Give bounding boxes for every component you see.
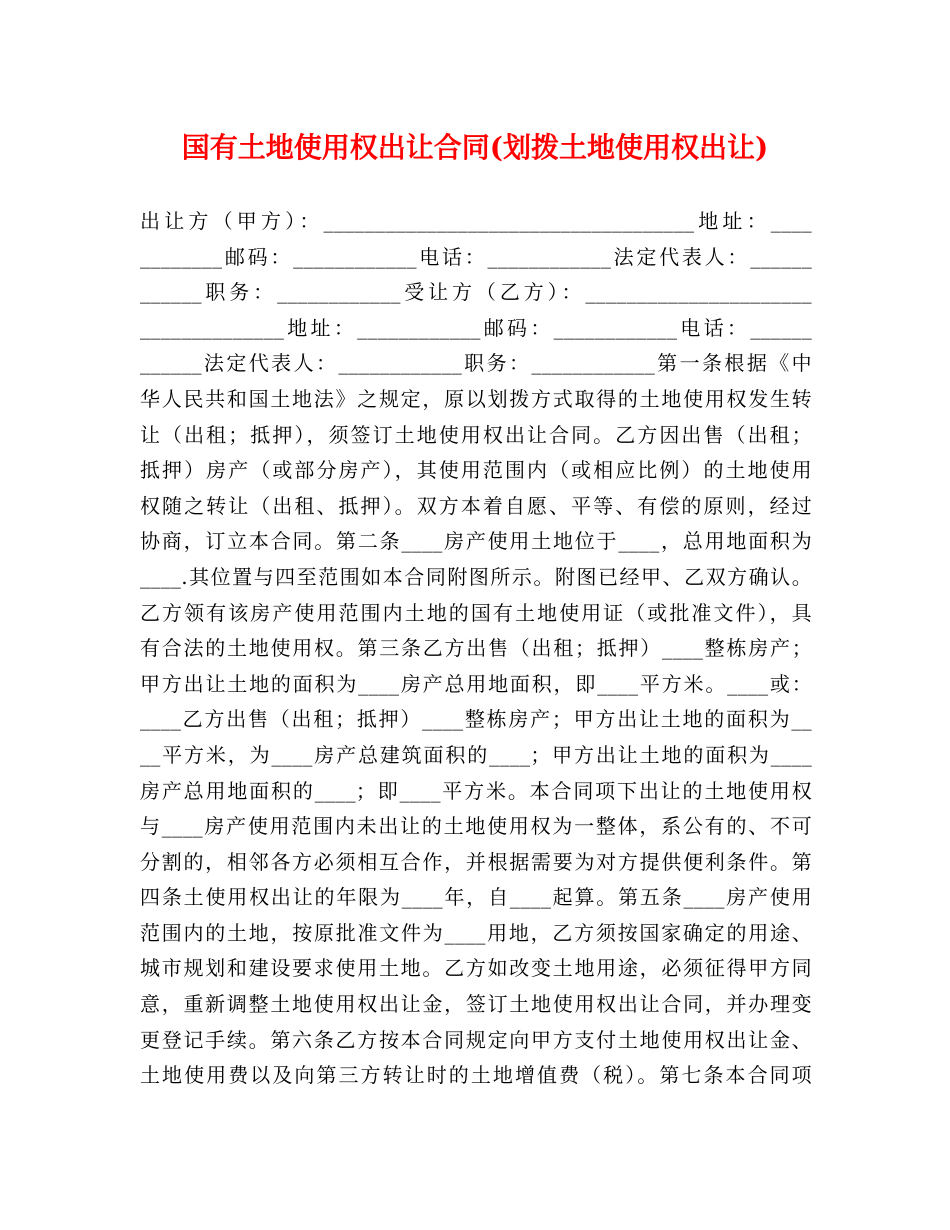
body-line: ____乙方出售（出租；抵押）____整栋房产；甲方出让土地的面积为__ [140, 707, 812, 732]
body-line: 让（出租；抵押），须签订土地使用权出让合同。乙方因出售（出租； [140, 422, 812, 447]
body-line: 甲方出让土地的面积为____房产总用地面积，即____平方米。____或： [140, 671, 812, 696]
body-line: 城市规划和建设要求使用土地。乙方如改变土地用途，必须征得甲方同 [140, 956, 812, 981]
body-line: 四条土使用权出让的年限为____年，自____起算。第五条____房产使用 [140, 885, 812, 910]
body-line: 出让方（甲方）：____________________________________地址：____ [140, 209, 812, 233]
body-line: 权随之转让（出租、抵押）。双方本着自愿、平等、有偿的原则，经过 [140, 493, 812, 518]
body-line: ______法定代表人：____________职务：____________第一条根据《中 [140, 351, 812, 376]
body-line: __平方米，为____房产总建筑面积的____；甲方出让土地的面积为____ [140, 742, 812, 767]
body-line: 更登记手续。第六条乙方按本合同规定向甲方支付土地使用权出让金、 [140, 1027, 812, 1052]
body-line: 抵押）房产（或部分房产），其使用范围内（或相应比例）的土地使用 [140, 458, 812, 483]
body-line: ____.其位置与四至范围如本合同附图所示。附图已经甲、乙双方确认。 [140, 564, 812, 589]
body-line: 与____房产使用范围内未出让的土地使用权为一整体，系公有的、不可 [140, 814, 812, 839]
document-body [140, 204, 812, 1094]
body-line: 房产总用地面积的____；即____平方米。本合同项下出让的土地使用权 [140, 778, 812, 803]
body-line: ________邮码：____________电话：____________法定代表人：______ [140, 244, 812, 269]
body-line: 有合法的土地使用权。第三条乙方出售（出租；抵押）____整栋房产； [140, 636, 812, 661]
body-line: 范围内的土地，按原批准文件为____用地，乙方须按国家确定的用途、 [140, 920, 812, 945]
body-line: 协商，订立本合同。第二条____房产使用土地位于____，总用地面积为 [140, 529, 812, 554]
document-title: 国有土地使用权出让合同(划拨土地使用权出让) [181, 131, 769, 164]
body-line: 华人民共和国土地法》之规定，原以划拨方式取得的土地使用权发生转 [140, 386, 812, 411]
body-line: 乙方领有该房产使用范围内土地的国有土地使用证（或批准文件），具 [140, 600, 812, 625]
body-line: ______职务：____________受让方（乙方）：______________________ [140, 280, 812, 305]
body-line: 分割的，相邻各方必须相互合作，并根据需要为对方提供便利条件。第 [140, 849, 812, 874]
body-line: ______________地址：____________邮码：____________电话：______ [140, 315, 812, 340]
body-line: 意，重新调整土地使用权出让金，签订土地使用权出让合同，并办理变 [140, 992, 812, 1017]
body-line: 土地使用费以及向第三方转让时的土地增值费（税）。第七条本合同项 [140, 1063, 812, 1088]
